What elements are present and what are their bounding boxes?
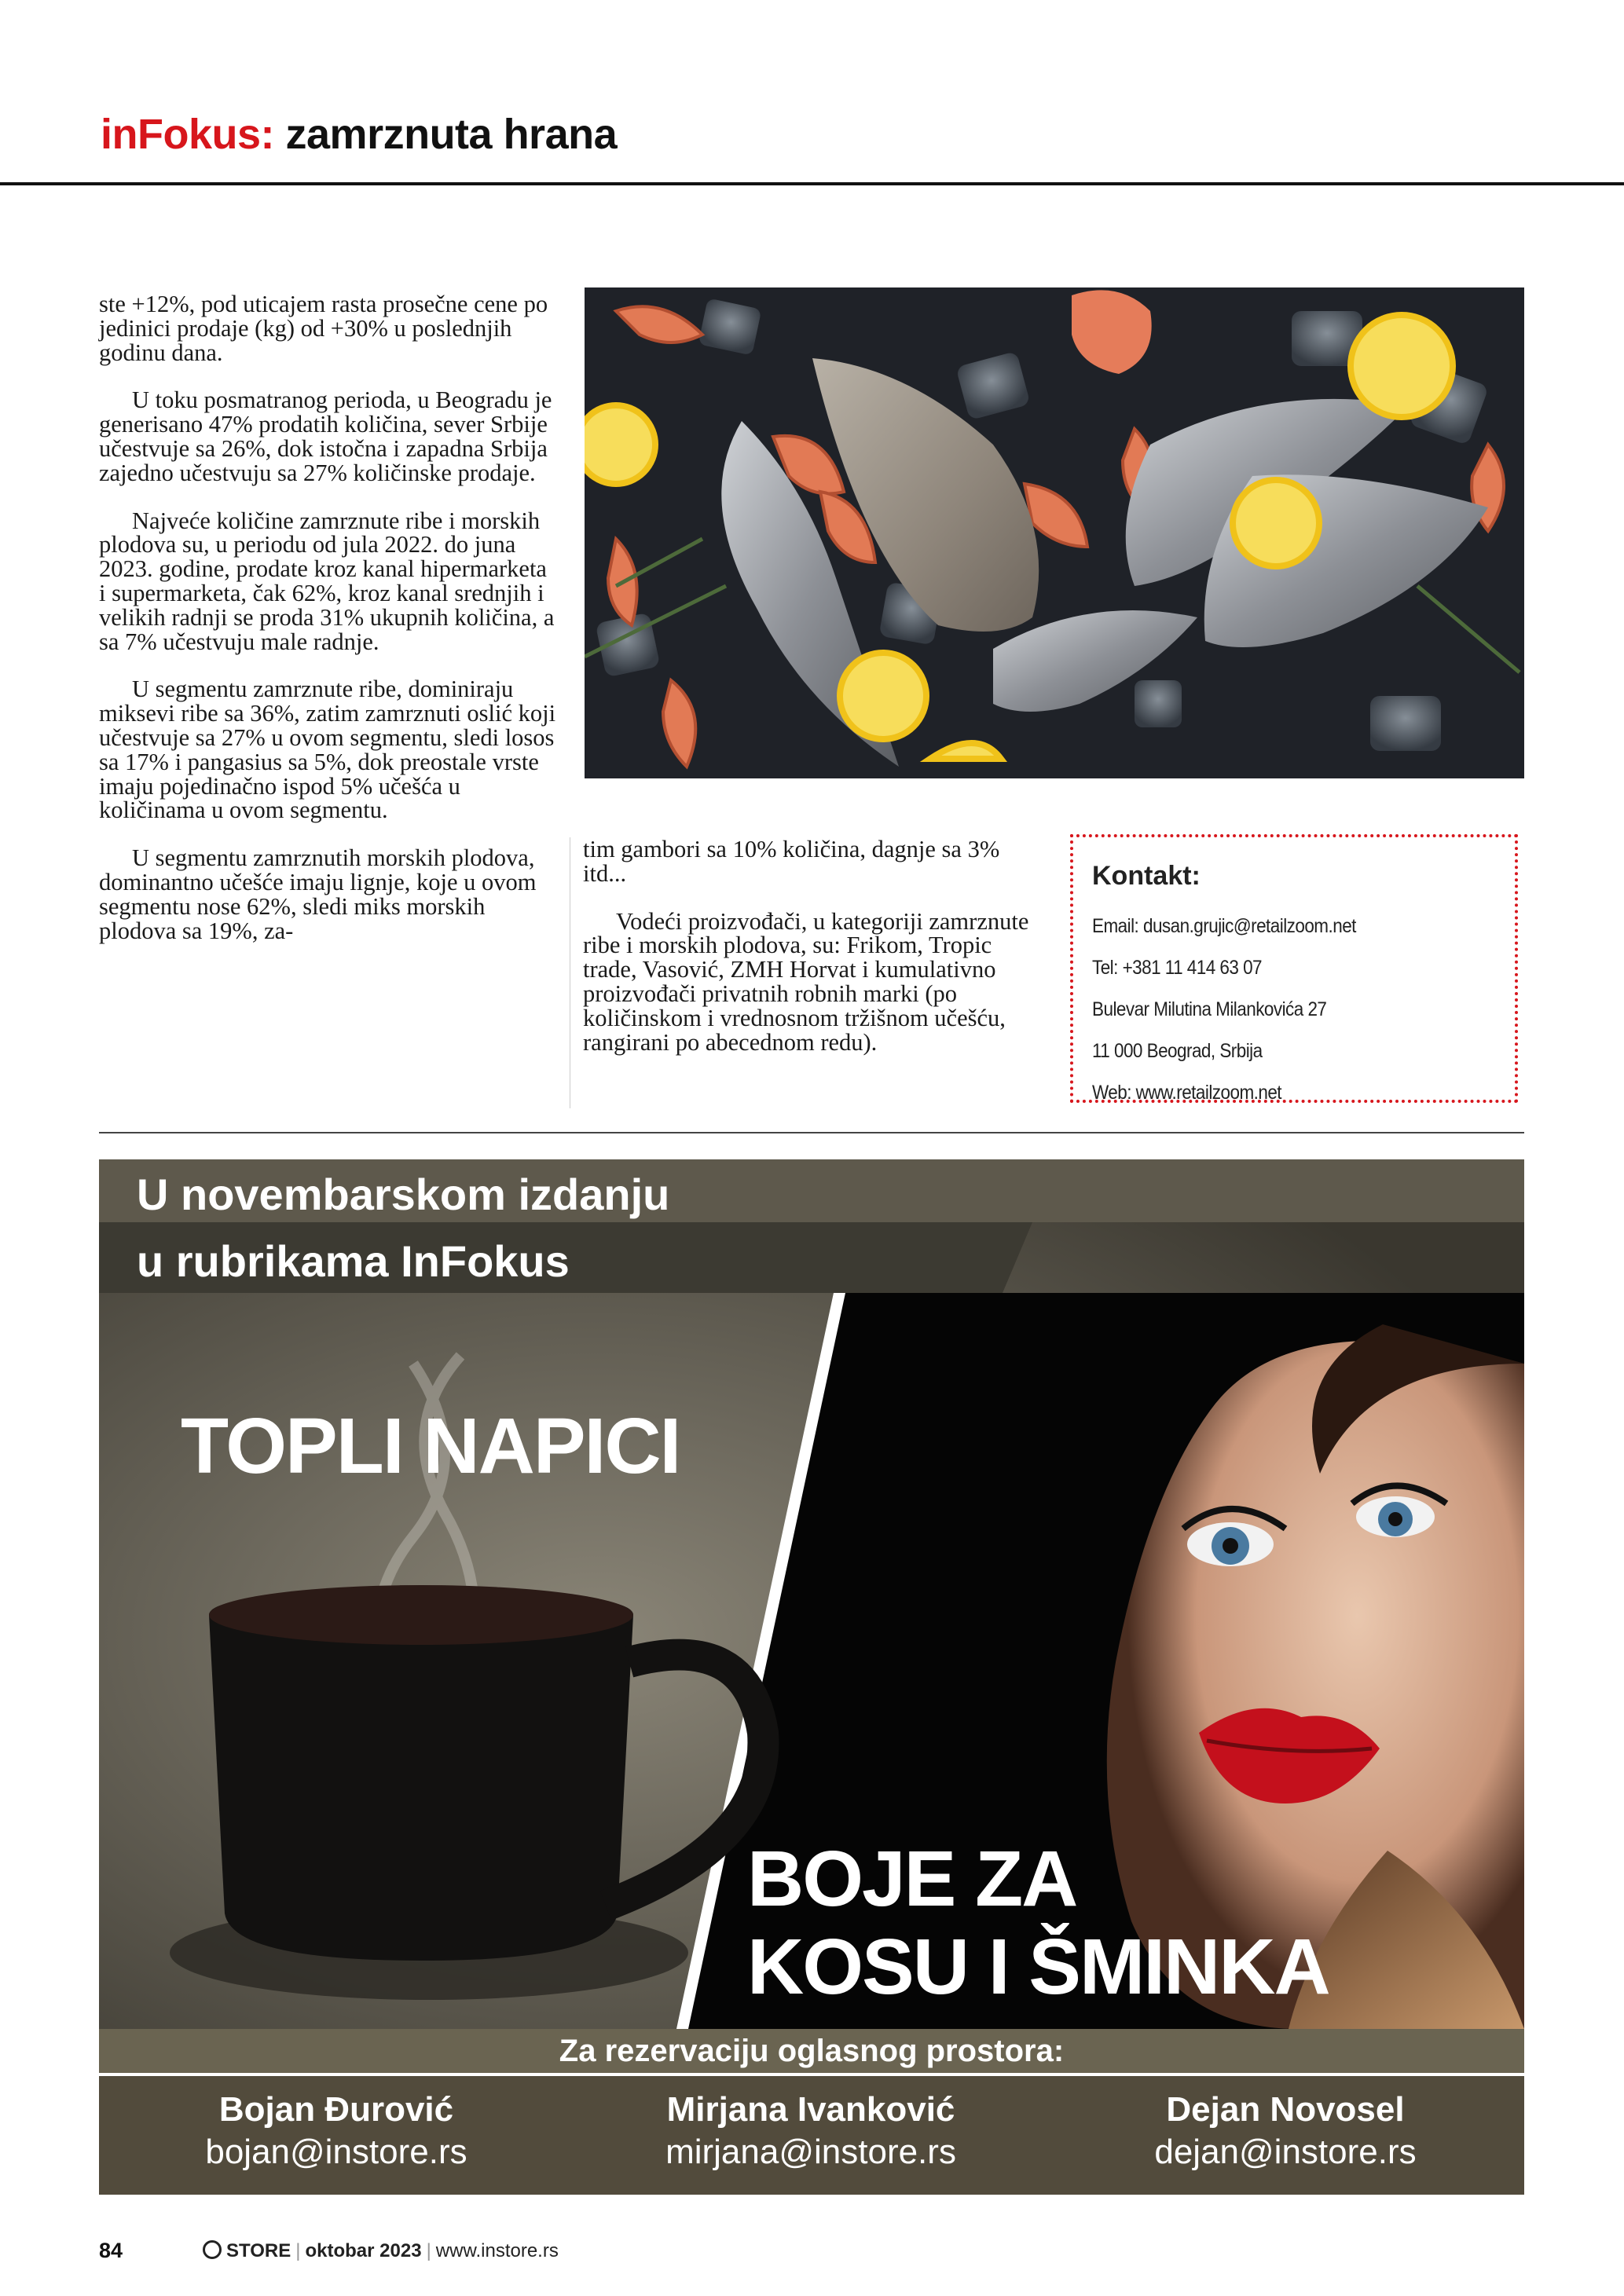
- magazine-name: STORE: [226, 2240, 291, 2261]
- ad-contact-email[interactable]: mirjana@instore.rs: [665, 2133, 956, 2171]
- paragraph: Najveće količine zamrznute ribe i morskih plodova su, u periodu od jula 2022. do juna 2023. godine, prodate kroz kanal hipermarketa i supermarketa, čak 62%, kroz kanal srednjih i velikih radnji se proda 31% ukupnih količina, a sa 7% učestvuju male radnje.: [99, 507, 555, 655]
- contact-phone: Tel: +381 11 414 63 07: [1092, 957, 1263, 979]
- ad-topic-hair-color: [747, 1835, 1329, 2011]
- contact-web[interactable]: Web: www.retailzoom.net: [1092, 1082, 1282, 1104]
- store-logo-icon: [203, 2240, 222, 2259]
- contact-title: Kontakt:: [1092, 861, 1201, 891]
- ad-title-line-2: u rubrikama InFokus: [137, 1236, 570, 1286]
- ad-contact-1: [99, 2090, 574, 2172]
- ad-reservation-band: [99, 2029, 1524, 2195]
- contact-address: Bulevar Milutina Milankovića 27: [1092, 998, 1327, 1020]
- issue-date: oktobar 2023: [305, 2240, 422, 2261]
- paragraph: U toku posmatranog perioda, u Beogradu je generisano 47% prodatih količina, sever Srbije učestvuje sa 26%, dok istočna i zapadna Srbija zajedno učestvuju sa 27% količinske prodaje.: [99, 386, 552, 486]
- page-number: 84: [99, 2239, 123, 2262]
- ad-reservation: Za rezervaciju oglasnog prostora:: [559, 2034, 1065, 2068]
- paragraph: U segmentu zamrznute ribe, dominiraju miksevi ribe sa 36%, zatim zamrznuti oslić koji učestvuje sa 27% u ovom segmentu, sledi losos sa 17% i pangasius sa 5%, dok preostale vrste imaju pojedinačno ispod 5% učešća u količinama u ovom segmentu.: [99, 676, 556, 824]
- paragraph: U segmentu zamrznutih morskih plodova, dominantno učešće imaju lignje, koje u ovom segmentu nose 62%, sledi miks morskih plodova sa 19%, za-: [99, 844, 537, 944]
- contact-email[interactable]: Email: dusan.grujic@retailzoom.net: [1092, 915, 1356, 937]
- ad-topic-line-1: BOJE ZA: [747, 1835, 1077, 1923]
- frozen-fish-photo: [585, 287, 1524, 778]
- contact-box: [1070, 834, 1518, 1103]
- frozen-fish-illustration: [585, 287, 1524, 778]
- paragraph: Vodeći proizvođači, u kategoriji zamrznute ribe i morskih plodova, su: Frikom, Tropic trade, Vasović, ZMH Horvat i kumulativno proizvođači privatnih robnih marki (po količinskom i vrednosnom tržišnom učešću, rangirani po abecednom redu).: [583, 907, 1029, 1056]
- section-topic: zamrznuta hrana: [285, 111, 618, 158]
- section-header: [101, 110, 617, 159]
- ad-contact-2: [574, 2090, 1048, 2172]
- ad-topic-hot-drinks: TOPLI NAPICI: [181, 1402, 680, 1490]
- article-column-2: [583, 837, 1039, 1078]
- ad-contact-email[interactable]: bojan@instore.rs: [205, 2133, 467, 2171]
- ad-contact-email[interactable]: dejan@instore.rs: [1154, 2133, 1417, 2171]
- page-footer: STORE | oktobar 2023 | www.instore.rs: [203, 2240, 559, 2262]
- ad-contact-name: Mirjana Ivanković: [666, 2090, 955, 2129]
- contact-city: 11 000 Beograd, Srbija: [1092, 1040, 1263, 1062]
- section-brand: inFokus:: [101, 111, 274, 158]
- ad-topic-line-2: KOSU I ŠMINKA: [747, 1923, 1329, 2011]
- ad-contact-name: Dejan Novosel: [1166, 2090, 1405, 2129]
- paragraph: ste +12%, pod uticajem rasta prosečne cene po jedinici prodaje (kg) od +30% u poslednjih godinu dana.: [99, 291, 548, 366]
- advertisement: [99, 1159, 1524, 2195]
- paragraph: tim gambori sa 10% količina, dagnje sa 3% itd...: [583, 836, 1000, 887]
- ad-contact-3: [1048, 2090, 1523, 2172]
- header-rule: [0, 182, 1624, 185]
- ad-contact-name: Bojan Đurović: [218, 2090, 454, 2129]
- website-link[interactable]: www.instore.rs: [435, 2240, 559, 2261]
- article-bottom-rule: [99, 1132, 1524, 1133]
- article-column-1: [99, 292, 556, 966]
- ad-title-line-1: U novembarskom izdanju: [137, 1170, 670, 1219]
